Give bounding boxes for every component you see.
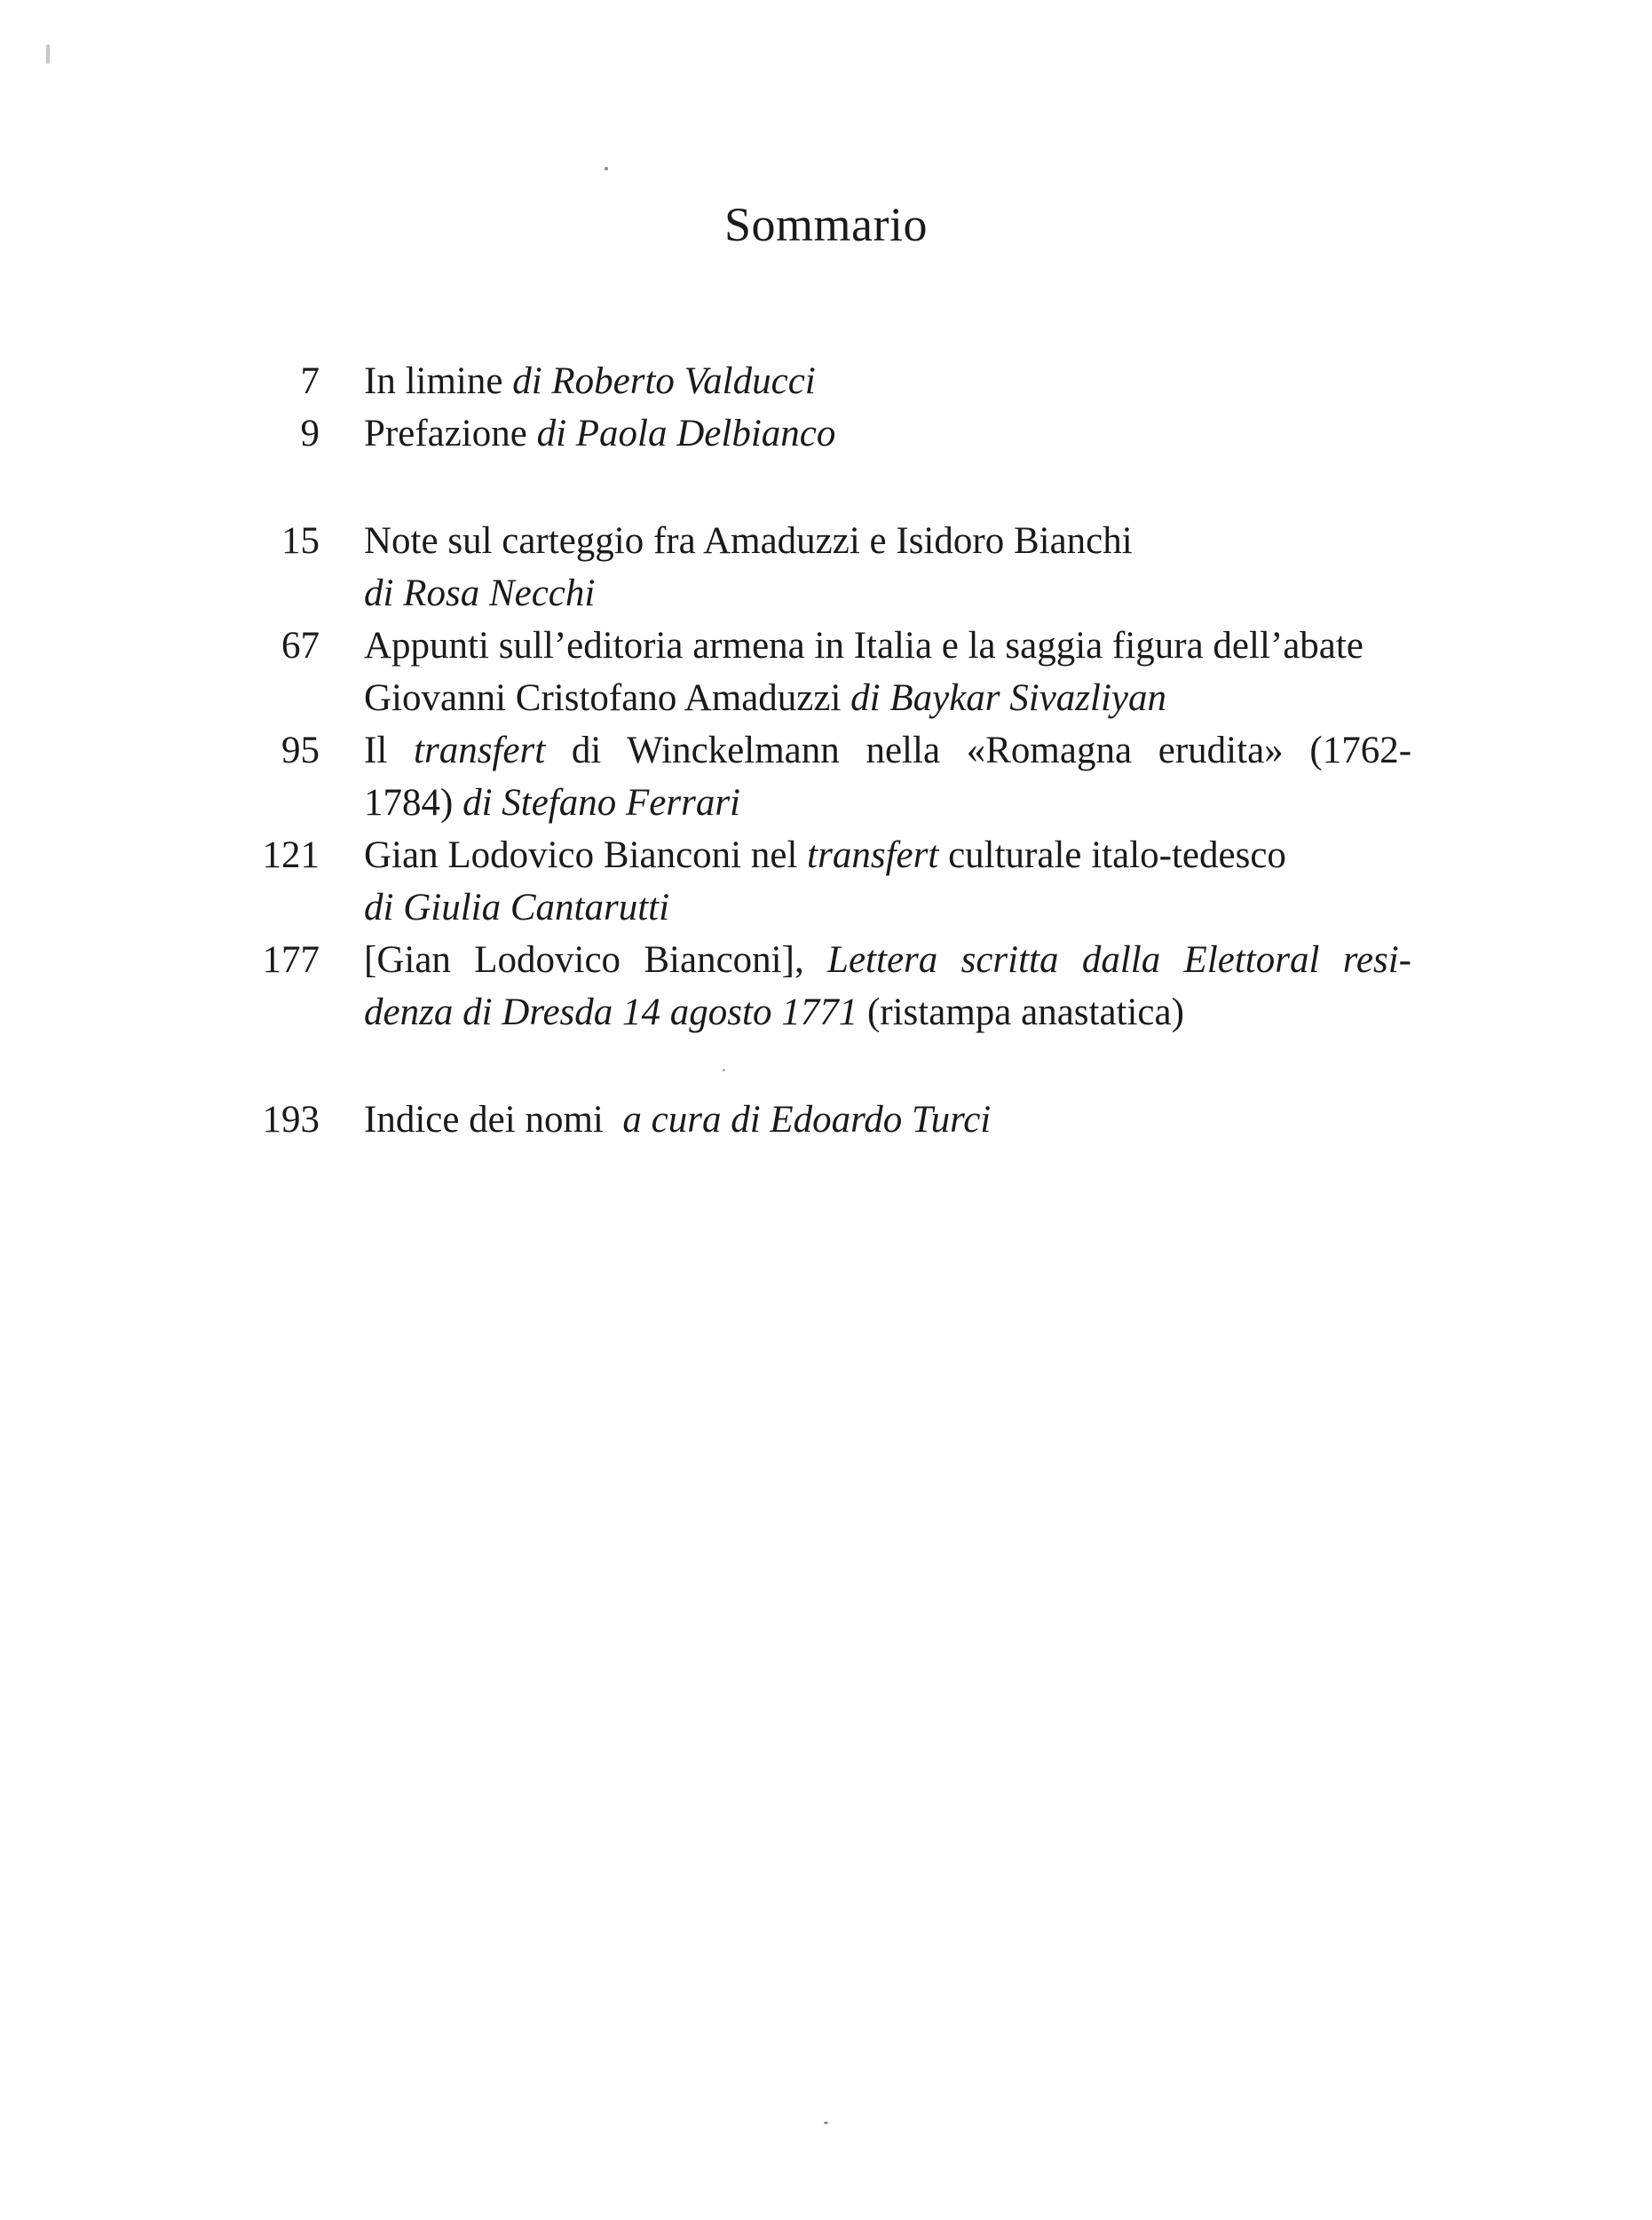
toc-page-number: 67	[281, 625, 320, 667]
toc-page-number: 7	[300, 360, 320, 402]
toc-entry-text	[364, 934, 1411, 1039]
toc-entry-title: Note sul carteggio fra Amaduzzi e Isidoro Bianchi	[364, 520, 1133, 562]
toc-entry-title: Prefazione	[364, 413, 527, 454]
scan-speck	[824, 2121, 828, 2124]
toc-entry-title: In limine	[364, 360, 503, 402]
toc-entry-text	[364, 724, 1411, 829]
toc-entry-title-emphasis: transfert	[807, 834, 939, 876]
toc-entry	[213, 515, 1456, 620]
toc-entry-title-emphasis: transfert	[414, 730, 546, 771]
toc-entry-title-continued: Giovanni Cristofano Amaduzzi	[364, 677, 842, 719]
toc-entry-title: Appunti sull’editoria armena in Italia e la saggia figura dell’abate	[364, 625, 1363, 667]
page-title: Sommario	[724, 198, 928, 251]
scan-speck	[46, 44, 50, 64]
toc-entry-title-emphasis: Lettera scritta dalla Elettoral resi-	[827, 939, 1411, 981]
toc-entry	[213, 724, 1456, 829]
toc-entry-text	[364, 620, 1411, 724]
toc-entry-author: di Baykar Sivazliyan	[850, 677, 1167, 719]
toc-entry-title: [Gian Lodovico Bianconi],	[364, 939, 804, 981]
toc-entry-text	[364, 1094, 1411, 1146]
scan-speck	[605, 167, 608, 170]
toc-entry-author: di Giulia Cantarutti	[364, 887, 670, 928]
toc-page-number: 9	[300, 413, 320, 454]
table-of-contents	[213, 355, 1456, 1146]
toc-entry	[213, 1094, 1456, 1146]
toc-entry-author: di Rosa Necchi	[364, 573, 596, 614]
toc-entry-title-rest: (ristampa anastatica)	[866, 991, 1184, 1033]
toc-entry	[213, 355, 1456, 407]
section-gap	[213, 1039, 1456, 1094]
toc-page-number: 121	[262, 834, 320, 876]
toc-entry-author: di Paola Delbianco	[536, 413, 836, 454]
toc-entry-title-continued: 1784)	[364, 782, 454, 824]
toc-entry-title-emphasis-continued: denza di Dresda 14 agosto 1771	[364, 991, 858, 1033]
toc-entry-title: Il	[364, 730, 388, 771]
toc-entry-title-rest: di Winckelmann nella «Romagna erudita» (1762-	[571, 730, 1412, 771]
toc-entry-author: a cura di Edoardo Turci	[622, 1099, 992, 1141]
toc-entry-title: Gian Lodovico Bianconi nel	[364, 834, 798, 876]
toc-page-number: 193	[262, 1099, 320, 1141]
toc-entry-author: di Stefano Ferrari	[462, 782, 741, 824]
toc-entry-author: di Roberto Valducci	[512, 360, 816, 402]
toc-entry	[213, 620, 1456, 724]
toc-entry-text	[364, 407, 1411, 460]
toc-page-number: 177	[262, 939, 320, 981]
toc-entry-text	[364, 515, 1411, 620]
toc-entry	[213, 934, 1456, 1039]
toc-entry	[213, 829, 1456, 934]
toc-entry-text	[364, 829, 1411, 934]
toc-entry	[213, 407, 1456, 460]
toc-entry-text	[364, 355, 1411, 407]
toc-page-number: 95	[281, 730, 320, 771]
toc-page-number: 15	[281, 520, 320, 562]
section-gap	[213, 460, 1456, 515]
toc-entry-title: Indice dei nomi	[364, 1099, 604, 1141]
toc-entry-title-rest: culturale italo-tedesco	[948, 834, 1286, 876]
